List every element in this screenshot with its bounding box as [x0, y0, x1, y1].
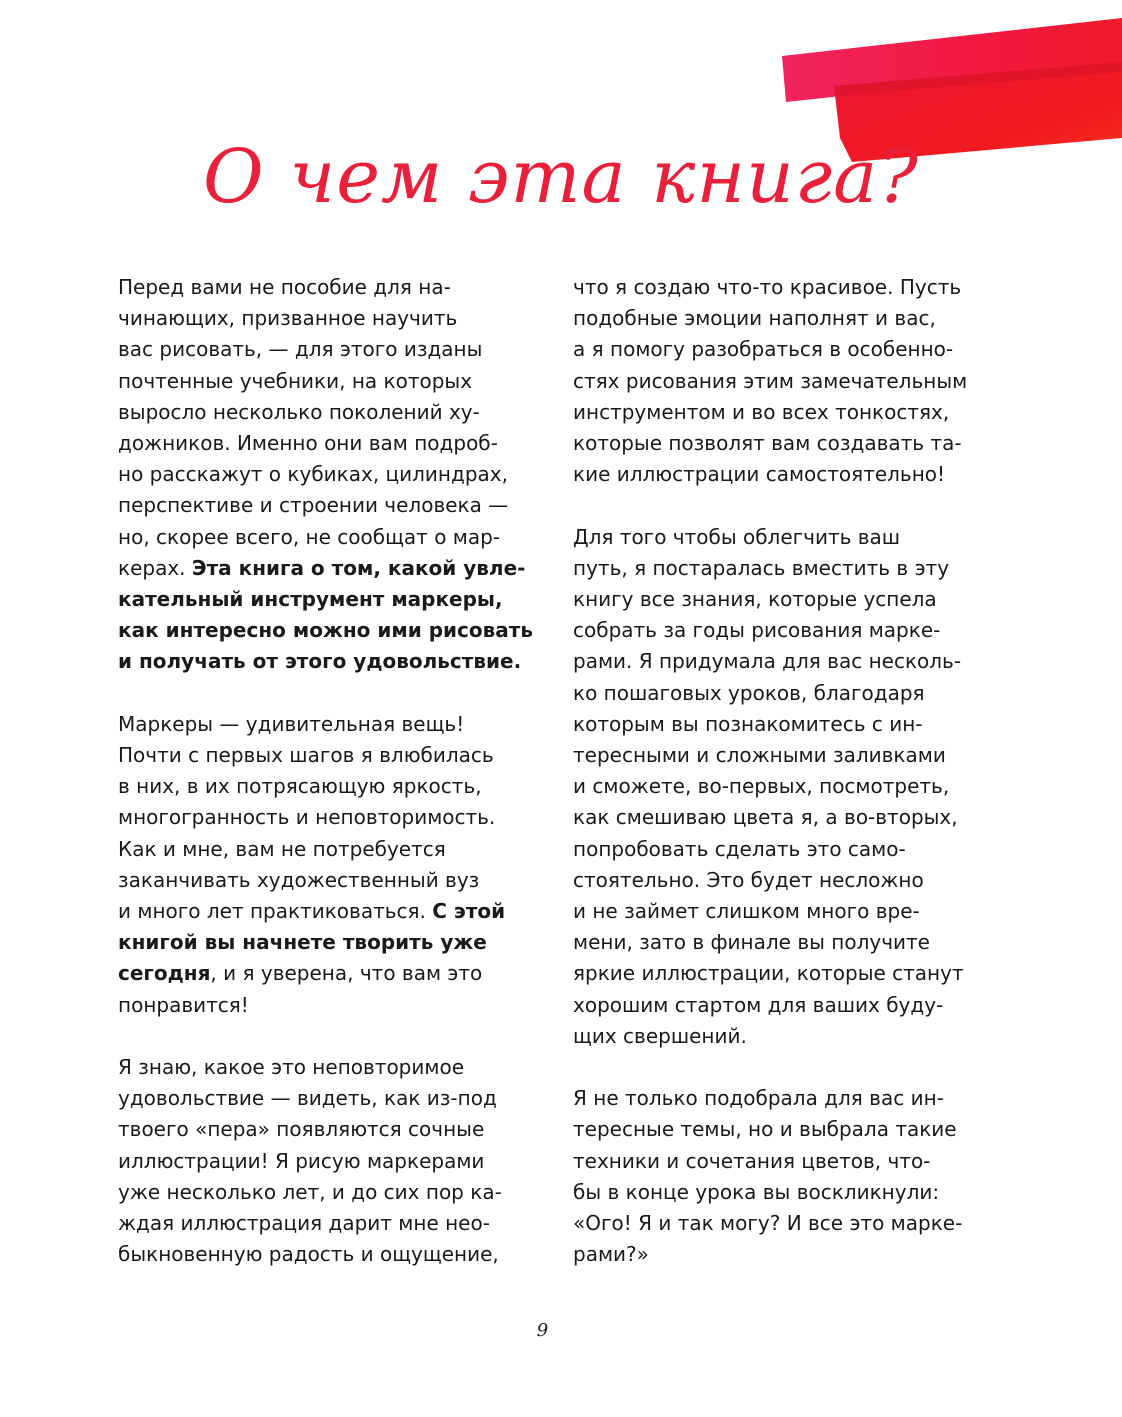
- text-line: выросло несколько поколений ху-: [118, 399, 480, 424]
- text-line: ждая иллюстрация дарит мне нео-: [118, 1211, 490, 1236]
- text-line: хорошим стартом для ваших буду-: [573, 992, 944, 1017]
- paragraph: [573, 1083, 993, 1270]
- text-line: и не займет слишком много вре-: [573, 899, 920, 924]
- text-line: Перед вами не пособие для на-: [118, 275, 451, 299]
- text-line: рами. Я придумала для вас несколь-: [573, 649, 962, 674]
- text-line: в них, в их потрясающую яркость,: [118, 774, 482, 799]
- text-line: чинающих, призванное научить: [118, 306, 458, 331]
- bold-text-line: книгой вы начнете творить уже: [118, 930, 487, 955]
- text-line: быкновенную радость и ощущение,: [118, 1242, 499, 1267]
- text-line: как смешиваю цвета я, а во-вторых,: [573, 805, 958, 830]
- text-line: яркие иллюстрации, которые станут: [573, 961, 964, 986]
- text-line: [118, 553, 538, 584]
- text-line: попробовать сделать это само-: [573, 836, 906, 861]
- text-line: почтенные учебники, на которых: [118, 368, 473, 393]
- text-line: которые позволят вам создавать та-: [573, 431, 962, 456]
- text-line: ко пошаговых уроков, благодаря: [573, 680, 925, 705]
- text-run: и много лет практиковаться.: [118, 899, 433, 924]
- page-number: 9: [536, 1320, 549, 1341]
- text-line: вас рисовать, — для этого изданы: [118, 337, 483, 362]
- text-line: уже несколько лет, и до сих пор ка-: [118, 1179, 502, 1204]
- text-line: иллюстрации! Я рисую маркерами: [118, 1148, 485, 1173]
- text-line: многогранность и неповторимость.: [118, 805, 496, 830]
- bold-text-line: и получать от этого удовольствие.: [118, 649, 522, 674]
- page-title: О чем эта книга?: [203, 134, 919, 220]
- text-line: кие иллюстрации самостоятельно!: [573, 462, 946, 487]
- bold-text: С этой: [432, 899, 506, 924]
- text-line: стоятельно. Это будет несложно: [573, 867, 924, 892]
- text-line: собрать за годы рисования марке-: [573, 618, 941, 643]
- text-line: мени, зато в финале вы получите: [573, 930, 930, 955]
- text-run: керах.: [118, 555, 192, 580]
- left-text-column: [118, 272, 538, 1302]
- text-line: [118, 896, 538, 927]
- paragraph: [118, 709, 538, 1021]
- text-line: книгу все знания, которые успела: [573, 587, 937, 612]
- text-line: которым вы познакомитесь с ин-: [573, 711, 923, 736]
- text-line: инструментом и во всех тонкостях,: [573, 399, 950, 424]
- bold-text: сегодня: [118, 961, 211, 986]
- text-line: Как и мне, вам не потребуется: [118, 836, 446, 861]
- paragraph: [118, 272, 538, 678]
- bold-text-line: как интересно можно ими рисовать: [118, 618, 534, 643]
- text-line: рами?»: [573, 1242, 649, 1267]
- text-line: Почти с первых шагов я влюбилась: [118, 743, 494, 768]
- text-line: и сможете, во-первых, посмотреть,: [573, 774, 950, 799]
- text-line: а я помогу разобраться в особенно-: [573, 337, 954, 362]
- paragraph: [118, 1052, 538, 1270]
- text-line: Я не только подобрала для вас ин-: [573, 1086, 944, 1111]
- text-line: что я создаю что-то красивое. Пусть: [573, 275, 962, 299]
- text-line: путь, я постаралась вместить в эту: [573, 555, 950, 580]
- bold-text-line: кательный инструмент маркеры,: [118, 587, 503, 612]
- text-line: Я знаю, какое это неповторимое: [118, 1055, 464, 1080]
- text-line: дожников. Именно они вам подроб-: [118, 431, 498, 456]
- text-run: , и я уверена, что вам это: [210, 961, 483, 986]
- right-text-column: [573, 272, 993, 1302]
- text-line: щих свершений.: [573, 1023, 747, 1048]
- bold-text: Эта книга о том, какой увле-: [191, 555, 526, 580]
- text-line: тересные темы, но и выбрала такие: [573, 1117, 957, 1142]
- text-line: Маркеры — удивительная вещь!: [118, 711, 465, 736]
- text-line: [118, 958, 538, 989]
- text-line: бы в конце урока вы воскликнули:: [573, 1179, 940, 1204]
- text-line: удовольствие — видеть, как из-под: [118, 1086, 497, 1111]
- text-line: понравится!: [118, 992, 249, 1017]
- text-line: стях рисования этим замечательным: [573, 368, 968, 393]
- text-line: заканчивать художественный вуз: [118, 867, 480, 892]
- text-line: техники и сочетания цветов, что-: [573, 1148, 931, 1173]
- text-line: Для того чтобы облегчить ваш: [573, 524, 901, 549]
- paragraph: [573, 522, 993, 1052]
- text-line: подобные эмоции наполнят и вас,: [573, 306, 936, 331]
- text-line: «Ого! Я и так могу? И все это марке-: [573, 1211, 963, 1236]
- text-line: но, скорее всего, не сообщат о мар-: [118, 524, 501, 549]
- text-line: твоего «пера» появляются сочные: [118, 1117, 485, 1142]
- paragraph: [573, 272, 993, 490]
- text-line: перспективе и строении человека —: [118, 493, 509, 518]
- text-line: но расскажут о кубиках, цилиндрах,: [118, 462, 508, 487]
- text-line: тересными и сложными заливками: [573, 743, 946, 768]
